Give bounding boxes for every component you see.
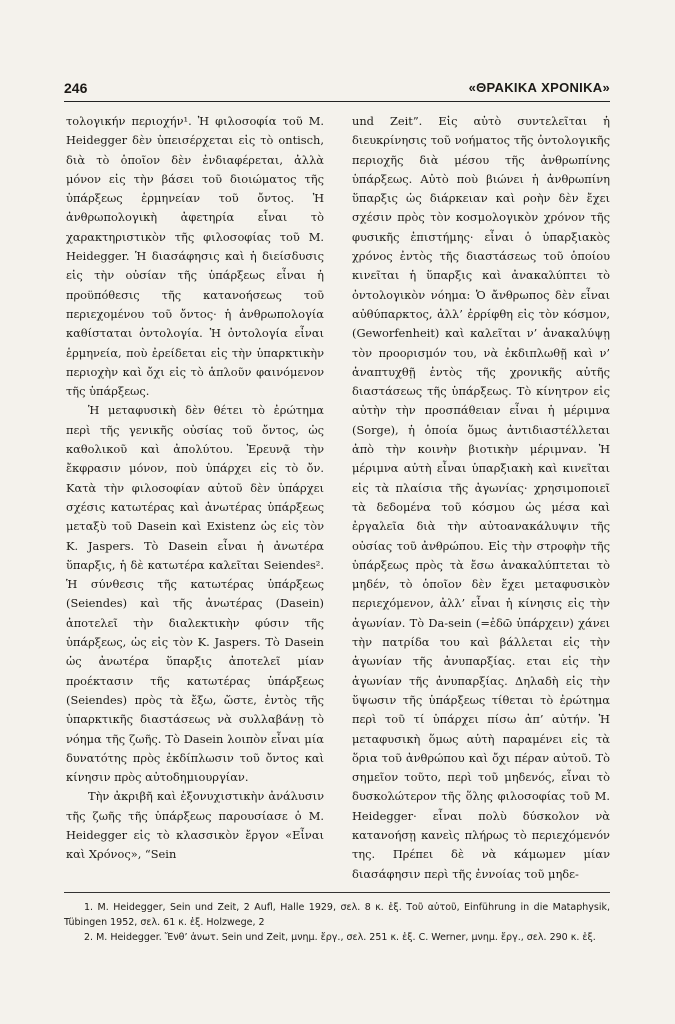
footnote-2: 2. M. Heidegger. Ἔνθ’ ἀνωτ. Sein und Zeit, μνημ. ἔργ., σελ. 251 κ. ἑξ. C. Werner, μνημ. ἔργ., σελ. 290 κ. ἑξ. bbox=[84, 932, 596, 943]
header-rule bbox=[64, 101, 610, 102]
running-title: «ΘΡΑΚΙΚΑ ΧΡΟΝΙΚΑ» bbox=[468, 80, 610, 95]
left-paragraph-3: Τὴν ἀκριβῆ καὶ ἐξονυχιστικὴν ἀνάλυσιν τῆς ζωῆς τῆς ὑπάρξεως παρουσίασε ὁ M. Heidegger εἰς τὸ κλασσικὸν ἔργον «Εἶναι καὶ Χρόνος», “Sein bbox=[66, 789, 324, 862]
footnote-rule bbox=[64, 892, 610, 893]
right-column bbox=[352, 112, 610, 884]
left-column bbox=[66, 112, 324, 865]
page-number: 246 bbox=[64, 80, 88, 96]
footnotes bbox=[64, 900, 610, 945]
left-paragraph-1: τολογικήν περιοχήν¹. Ἡ φιλοσοφία τοῦ M. Heidegger δὲν ὑπεισέρχεται εἰς τὸ ontisch, διὰ τὸ ὁποῖον δὲν ἐνδιαφέρεται, ἀλλὰ μόνον εἰς τὴν βάσει τοῦ διοιώματος τῆς ὑπάρξεως ἑρμηνείαν τοῦ ὄντος. Ἡ ἀνθρωπολογικὴ ἀφετηρία εἶναι τὸ χαρακτηριστικὸν τῆς φιλοσοφίας τοῦ M. Heidegger. Ἡ διασάφησις καὶ ἡ διείσδυσις εἰς τὴν οὐσίαν τῆς ὑπάρξεως εἶναι ἡ προϋπόθεσις τῆς κατανοήσεως τοῦ περιεχομένου τοῦ ὄντος· ἡ ἀνθρωπολογία καθίσταται ὀντολογία. Ἡ ὀντολογία εἶναι ἑρμηνεία, ποὺ ἐρείδεται εἰς τὴν ὑπαρκτικὴν περιοχὴν καὶ ὄχι εἰς τὸ ἁπλοῦν φαινόμενον τῆς ὑπάρξεως. bbox=[66, 114, 324, 399]
left-paragraph-2: Ἡ μεταφυσικὴ δὲν θέτει τὸ ἐρώτημα περὶ τῆς γενικῆς οὐσίας τοῦ ὄντος, ὡς καθολικοῦ καὶ ἀπολύτου. Ἐρευνᾷ τὴν ἔκφρασιν μόνον, ποὺ ὑπάρχει εἰς τὸ ὄν. Κατὰ τὴν φιλοσοφίαν αὐτοῦ δὲν ὑπάρχει σχέσις κατωτέρας καὶ ἀνωτέρας ὑπάρξεως μεταξὺ τοῦ Dasein καὶ Existenz ὡς εἰς τὸν K. Jaspers. Τὸ Dasein εἶναι ἡ ἀνωτέρα ὕπαρξις, ἡ δὲ κατωτέρα καλεῖται Seiendes². Ἡ σύνθεσις τῆς κατωτέρας ὑπάρξεως (Seiendes) καὶ τῆς ἀνωτέρας (Dasein) ἀποτελεῖ τὴν διαλεκτικὴν φύσιν τῆς ὑπάρξεως, ὡς εἰς τὸν K. Jaspers. Τὸ Dasein ὡς ἀνωτέρα ὕπαρξις ἀποτελεῖ μίαν προέκτασιν τῆς κατωτέρας ὑπάρξεως (Seiendes) πρὸς τὰ ἔξω, ὥστε, ἐντὸς τῆς ὑπαρκτικῆς διαστάσεως νὰ συλλαβάνῃ τὸ νόημα τῆς ζωῆς. Τὸ Dasein λοιπὸν εἶναι μία δυνατότης πρὸς ἐκδίπλωσιν τοῦ ὄντος καὶ κίνησιν πρὸς αὐτοδημιουργίαν. bbox=[66, 403, 324, 785]
right-paragraph-1: und Zeit”. Εἰς αὐτὸ συντελεῖται ἡ διευκρίνησις τοῦ νοήματος τῆς ὀντολογικῆς περιοχῆς διὰ μέσου τῆς ἀνθρωπίνης ὑπάρξεως. Αὐτὸ ποὺ βιώνει ἡ ἀνθρωπίνη ὕπαρξις ὡς διάρκειαν καὶ ροὴν δὲν ἔχει σχέσιν πρὸς τὸν κοσμολογικὸν χρόνον τῆς φυσικῆς ἐπιστήμης· εἶναι ὁ ὑπαρξιακὸς χρόνος ἐντὸς τῆς διαστάσεως τοῦ ὁποίου κινεῖται ἡ ὕπαρξις καὶ ἀνακαλύπτει τὸ ὀντολογικὸν νόημα: Ὁ ἄνθρωπος δὲν εἶναι αὐθύπαρκτος, ἀλλ’ ἐρρίφθη εἰς τὸν κόσμον, (Geworfenheit) καὶ καλεῖται ν’ ἀνακαλύψῃ τὸν προορισμόν του, νὰ ἐκδιπλωθῇ καὶ ν’ ἀναπτυχθῇ ἐντὸς τῆς χρονικῆς αὐτῆς διαστάσεως τῆς ὑπάρξεως. Τὸ κίνητρον εἰς αὐτὴν τὴν προσπάθειαν εἶναι ἡ μέριμνα (Sorge), ἡ ὁποία ὅμως ἀντιδιαστέλλεται ἀπὸ τὴν κοινὴν βιοτικὴν μέριμναν. Ἡ μέριμνα αὐτὴ εἶναι ὑπαρξιακὴ καὶ κινεῖται εἰς τὰ πλαίσια τῆς ἀγωνίας· χρησιμοποιεῖ τὰ δεδομένα τοῦ κόσμου ὡς μέσα καὶ ἐργαλεῖα διὰ τὴν αὐτοανακάλυψιν τῆς οὐσίας τοῦ ἀνθρώπου. Εἰς τὴν στροφὴν τῆς ὑπάρξεως πρὸς τὰ ἔσω ἀνακαλύπτεται τὸ μηδέν, τὸ ὁποῖον δὲν ἔχει μεταφυσικὸν περιεχόμενον, ἀλλ’ εἶναι ἡ κίνησις εἰς τὴν ἀγωνίαν. Τὸ Da-sein (=ἐδῶ ὑπάρχειν) χάνει τὴν πατρίδα του καὶ βάλλεται εἰς τὴν ἀγωνίαν τῆς ἀνυπαρξίας. εται εἰς τὴν ἀγωνίαν τῆς ἀνυπαρξίας. Δηλαδὴ εἰς τὴν ὕψωσιν τῆς ὑπάρξεως τίθεται τὸ ἐρώτημα περὶ τοῦ τί ὑπάρχει πίσω ἀπ’ αὐτήν. Ἡ μεταφυσικὴ ὅμως αὐτὴ παραμένει εἰς τὰ ὅρια τοῦ ἀνθρώπου καὶ ὄχι πέραν αὐτοῦ. Τὸ σημεῖον τοῦτο, περὶ τοῦ μηδενός, εἶναι τὸ δυσκολώτερον τῆς ὅλης φιλοσοφίας τοῦ M. Heidegger· εἶναι πολὺ δύσκολον νὰ κατανοήσῃ κανεὶς πλήρως τὸ περιεχόμενόν της. Πρέπει δὲ νὰ κάμωμεν μίαν διασάφησιν περὶ τῆς ἐννοίας τοῦ μηδε- bbox=[352, 114, 610, 881]
page-header bbox=[64, 80, 610, 100]
footnote-1: 1. M. Heidegger, Sein und Zeit, 2 Aufl, Halle 1929, σελ. 8 κ. ἑξ. Τοῦ αὐτοῦ, Einführung in die Mataphysik, Tübingen 1952, σελ. 61 κ. ἑξ. Holzwege, 2 bbox=[64, 902, 610, 928]
